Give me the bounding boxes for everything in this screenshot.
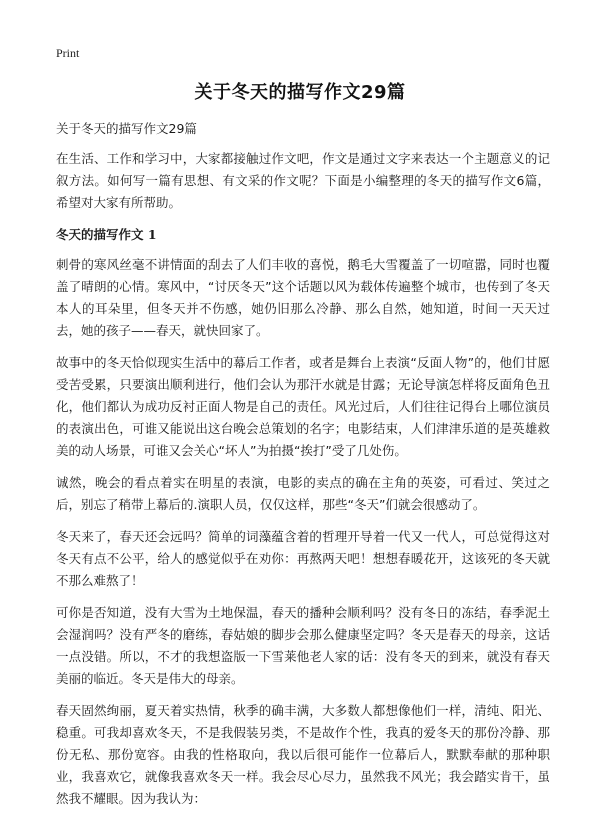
print-link[interactable]: Print (56, 46, 80, 60)
body-paragraph: 刺骨的寒风丝毫不讲情面的刮去了人们丰收的喜悦，鹅毛大雪覆盖了一切喧嚣，同时也覆盖了晴朗的心情。寒风中，“讨厌冬天”这个话题以风为载体传遍整个城市，也传到了冬天本人的耳朵里，但冬天并不伤感，她仍旧那么冷静、那么自然，她知道，时间一天天过去，她的孩子——春天，就快回家了。 (56, 257, 550, 338)
article-body (56, 118, 550, 820)
body-paragraph: 冬天来了，春天还会远吗？简单的词藻蕴含着的哲理开导着一代又一代人，可总觉得这对冬天有点不公平，给人的感觉似乎在劝你：再熬两天吧！想想春暖花开，这该死的冬天就不那么难熬了！ (56, 529, 550, 588)
article-subtitle: 关于冬天的描写作文29篇 (56, 121, 197, 136)
body-paragraph: 春天固然绚丽，夏天着实热情，秋季的确丰满，大多数人都想像他们一样，清纯、阳光、稳重。可我却喜欢冬天，不是我假装另类，不是故作个性，我真的爱冬天的那份冷静、那份无私、那份宽容。由我的性格取向，我以后很可能作一位幕后人，默默奉献的那种职业，我喜欢它，就像我喜欢冬天一样。我会尽心尽力，虽然我不风光；我会踏实肯干，虽然我不耀眼。因为我认为： (56, 703, 550, 806)
body-paragraph: 可你是否知道，没有大雪为土地保温，春天的播种会顺利吗？没有冬日的冻结，春季泥土会湿润吗？没有严冬的磨练，春姑娘的脚步会那么健康坚定吗？冬天是春天的母亲，这话一点没错。所以，不才的我想盗版一下雪莱他老人家的话：没有冬天的到来，就没有春天美丽的临近。冬天是伟大的母亲。 (56, 605, 550, 686)
intro-paragraph: 在生活、工作和学习中，大家都接触过作文吧，作文是通过文字来表达一个主题意义的记叙方法。如何写一篇有思想、有文采的作文呢？下面是小编整理的冬天的描写作文6篇，希望对大家有所帮助。 (56, 151, 550, 210)
body-paragraph: 诚然，晚会的看点着实在明星的表演，电影的卖点的确在主角的英姿，可看过、笑过之后，别忘了稍带上幕后的.演职人员，仅仅这样，那些“冬天”们就会很感动了。 (56, 475, 550, 512)
section-heading: 冬天的描写作文 1 (56, 227, 157, 242)
page-title: 关于冬天的描写作文29篇 (194, 82, 406, 103)
body-paragraph: 故事中的冬天恰似现实生活中的幕后工作者，或者是舞台上表演“反面人物”的，他们甘愿受苦受累，只要演出顺利进行，他们会认为那汗水就是甘露；无论导演怎样将反面角色丑化，他们都认为成功反衬正面人物是自己的责任。风光过后，人们往往记得台上哪位演员的表演出色，可谁又能说出这台晚会总策划的名字；电影结束，人们津津乐道的是英雄救美的动人场景，可谁又会关心“坏人”为拍摄“挨打”受了几处伤。 (56, 355, 550, 458)
